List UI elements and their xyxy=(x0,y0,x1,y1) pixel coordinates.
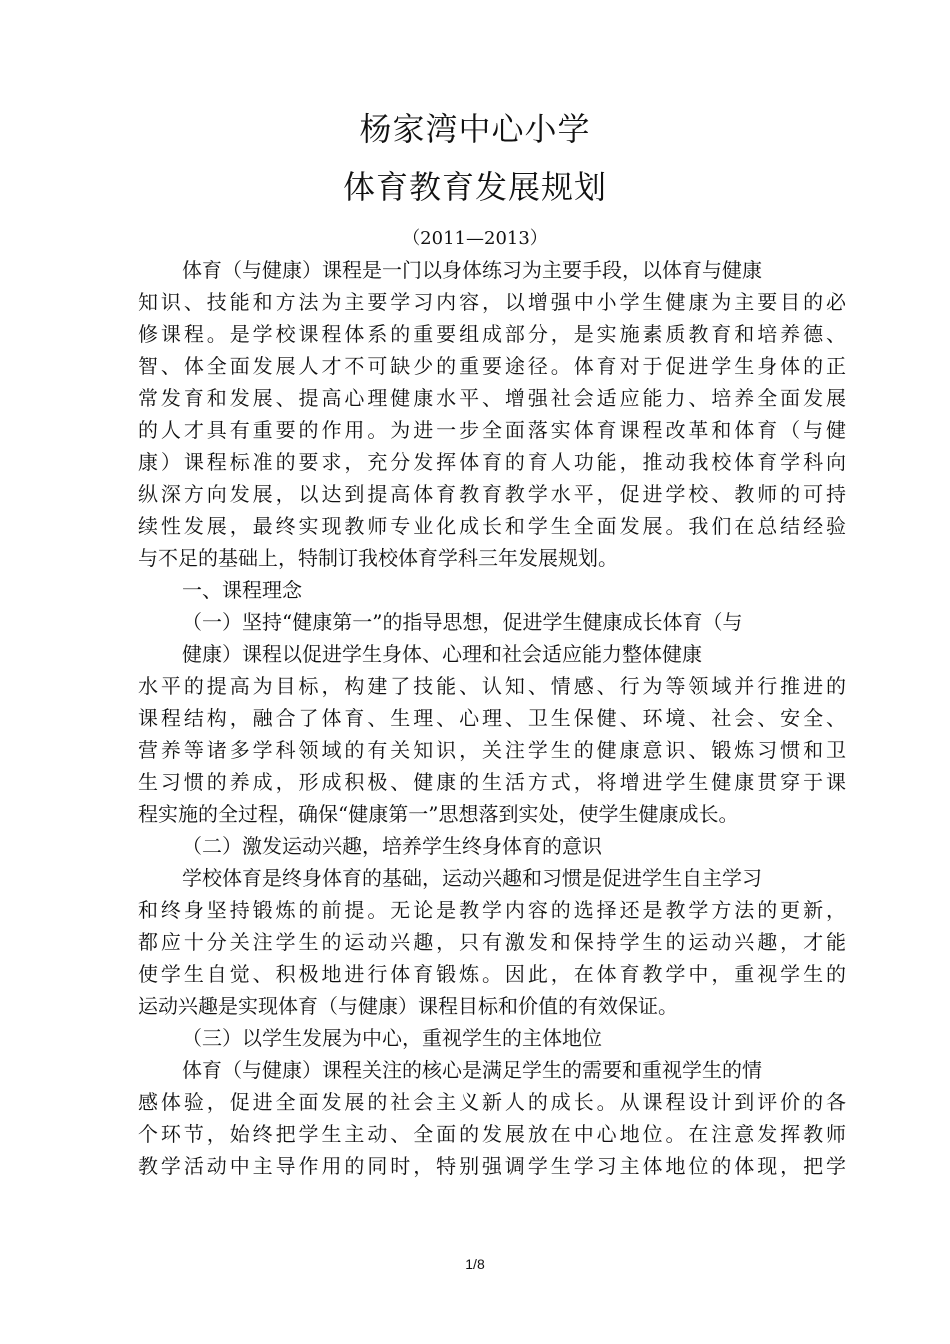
body-line: 都应十分关注学生的运动兴趣，只有激发和保持学生的运动兴趣，才能 xyxy=(138,930,846,954)
page-number: 1/8 xyxy=(465,1256,485,1272)
body-line: 与不足的基础上，特制订我校体育学科三年发展规划。 xyxy=(138,546,618,570)
body-line: 健康）课程以促进学生身体、心理和社会适应能力整体健康 xyxy=(182,642,702,666)
body-line: 知识、技能和方法为主要学习内容，以增强中小学生健康为主要目的必 xyxy=(138,290,846,314)
subsection-heading: （二）激发运动兴趣，培养学生终身体育的意识 xyxy=(182,834,602,858)
body-line: 的人才具有重要的作用。为进一步全面落实体育课程改革和体育（与健 xyxy=(138,418,846,442)
body-line: 体育（与健康）课程是一门以身体练习为主要手段，以体育与健康 xyxy=(182,258,762,282)
body-line: 和终身坚持锻炼的前提。无论是教学内容的选择还是教学方法的更新， xyxy=(138,898,846,922)
body-line: 修课程。是学校课程体系的重要组成部分，是实施素质教育和培养德、 xyxy=(138,322,846,346)
body-line: 纵深方向发展，以达到提高体育教育教学水平，促进学校、教师的可持 xyxy=(138,482,846,506)
section-heading: 一、课程理念 xyxy=(182,578,302,602)
body-line: 使学生自觉、积极地进行体育锻炼。因此，在体育教学中，重视学生的 xyxy=(138,962,846,986)
body-line: 常发育和发展、提高心理健康水平、增强社会适应能力、培养全面发展 xyxy=(138,386,846,410)
body-line: 课程结构，融合了体育、生理、心理、卫生保健、环境、社会、安全、 xyxy=(138,706,846,730)
school-title: 杨家湾中心小学 xyxy=(359,110,591,148)
body-line: 康）课程标准的要求，充分发挥体育的育人功能，推动我校体育学科向 xyxy=(138,450,846,474)
body-line: 感体验，促进全面发展的社会主义新人的成长。从课程设计到评价的各 xyxy=(138,1090,846,1114)
body-line: 体育（与健康）课程关注的核心是满足学生的需要和重视学生的情 xyxy=(182,1058,762,1082)
plan-title: 体育教育发展规划 xyxy=(342,168,607,206)
body-line: 水平的提高为目标，构建了技能、认知、情感、行为等领域并行推进的 xyxy=(138,674,846,698)
body-line: 智、体全面发展人才不可缺少的重要途径。体育对于促进学生身体的正 xyxy=(138,354,846,378)
body-line: 个环节，始终把学生主动、全面的发展放在中心地位。在注意发挥教师 xyxy=(138,1122,846,1146)
body-line: 教学活动中主导作用的同时，特别强调学生学习主体地位的体现，把学 xyxy=(138,1154,846,1178)
body-line: 运动兴趣是实现体育（与健康）课程目标和价值的有效保证。 xyxy=(138,994,678,1018)
body-line: 程实施的全过程，确保“健康第一”思想落到实处，使学生健康成长。 xyxy=(138,802,739,826)
subsection-heading: （一）坚持“健康第一”的指导思想，促进学生健康成长体育（与 xyxy=(182,610,743,634)
body-line: 生习惯的养成，形成积极、健康的生活方式，将增进学生健康贯穿于课 xyxy=(138,770,846,794)
subsection-heading: （三）以学生发展为中心，重视学生的主体地位 xyxy=(182,1026,602,1050)
body-line: 学校体育是终身体育的基础，运动兴趣和习惯是促进学生自主学习 xyxy=(182,866,762,890)
years-range: （2011—2013） xyxy=(402,228,548,249)
body-line: 营养等诸多学科领域的有关知识，关注学生的健康意识、锻炼习惯和卫 xyxy=(138,738,846,762)
body-line: 续性发展，最终实现教师专业化成长和学生全面发展。我们在总结经验 xyxy=(138,514,846,538)
